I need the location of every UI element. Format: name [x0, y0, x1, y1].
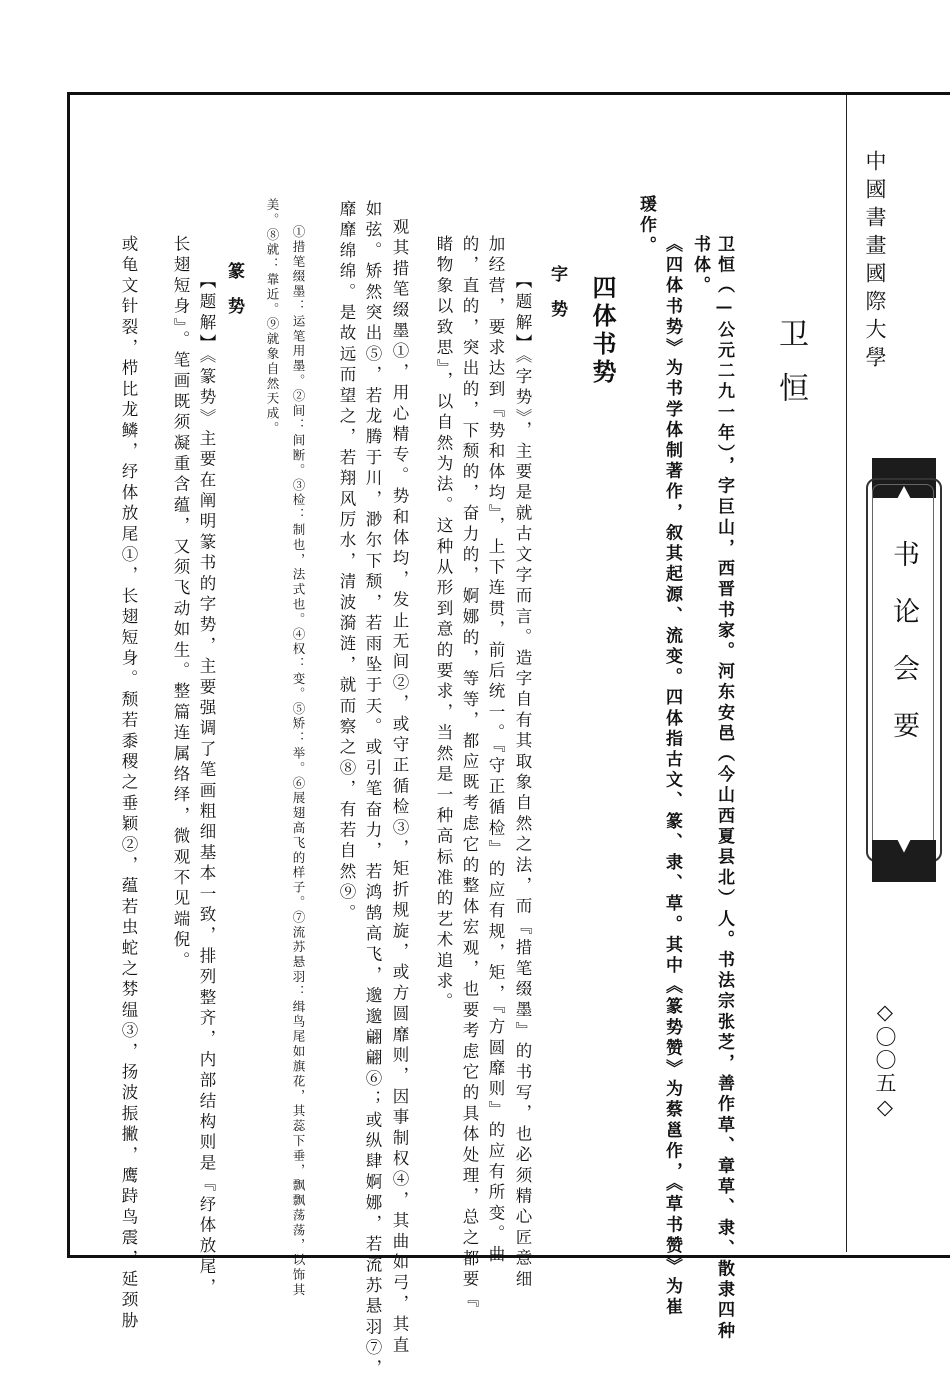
section-text-line: 观其措笔缀墨①，用心精专。势和体均，发止无间②，或守正循检③，矩折规旋，或方圆靡则，因事制权④，其曲如弓，其直	[390, 218, 409, 1357]
book-title: 书论会要	[888, 540, 919, 768]
section-text-line: 加经营，要求达到『势和体均』，上下连贯，前后统一。『守正循检』的应有规，矩，『方圆靡则』的应有所变。曲	[486, 235, 505, 1266]
page-number: ◇〇〇五◇	[873, 1000, 897, 1121]
author-bio-line: 书体。	[690, 235, 710, 297]
section-text-line: 睹物象以致思』，以自然为法。这种从形到意的要求，当然是一种高标准的艺术追求。	[434, 235, 453, 1014]
author-bio-line: 卫恒（—公元二九一年），字巨山，西晋书家。河东安邑（今山西夏县北）人。书法宗张芝，善作草、章草、隶、散隶四种	[714, 235, 734, 1342]
section-heading: 篆势	[224, 262, 244, 332]
section-text-line: 如弦。矫然突出⑤，若龙腾于川，渺尔下颓，若雨坠于天。或引笔奋力，若鸿鹄高飞，邈邈翩翩⑥；或纵肆婀娜，若流苏悬羽⑦，	[363, 200, 382, 1380]
university-name: 中國書畫國際大學	[863, 150, 887, 374]
author-bio-line: 瑗作。	[636, 195, 656, 257]
section-text-line: 靡靡绵绵。是故远而望之，若翔风厉水，清波漪涟，就而察之⑧，有若自然⑨。	[337, 200, 356, 925]
author-bio-line: 《四体书势》为书学体制著作，叙其起源、流变。四体指古文、篆、隶、草。其中《篆势赞》为蔡邕作，《草书赞》为崔	[662, 235, 682, 1319]
section-text-line: 或龟文针裂，栉比龙鳞，纾体放尾①，长翅短身。颓若黍稷之垂颖②，蕴若虫蛇之棼缊③，扬波振撇，鹰跱鸟震，延颈胁	[119, 235, 138, 1333]
footnote-line: 美。⑧就：靠近。⑨就象自然天成。	[265, 198, 280, 437]
author-name: 卫恒	[773, 318, 808, 426]
section-text-line: 长翅短身』。笔画既须凝重含蕴，又须飞动如生。整篇连属络绎，微观不见端倪。	[171, 235, 190, 972]
essay-title: 四体书势	[588, 275, 617, 387]
section-text-line: 【题解】《字势》，主要是就古文字而言。造字自有其取象自然之法，而『措笔缀墨』的书写，也必须精心匠意细	[513, 272, 532, 1291]
sidebar-divider	[846, 95, 847, 1252]
section-heading: 字势	[547, 265, 567, 335]
section-text-line: 的，直的，突出的，下颓的，奋力的，婀娜的，等等，都应既考虑它的整体宏观，也要考虑它的具体处理，总之都要『	[460, 235, 479, 1312]
footnote-line: ①措笔缀墨：运笔用墨。②间：间断。③检：制也，法式也。④权：变。⑤矫：举。⑥展翅高飞的样子。⑦流苏悬羽：缉鸟尾如旗花，其蕊下垂，飘飘荡荡，以饰其	[291, 225, 306, 1298]
section-text-line: 【题解】《篆势》主要在阐明篆书的字势，主要强调了笔画粗细基本一致，排列整齐，内部结构则是『纾体放尾，	[197, 272, 216, 1299]
